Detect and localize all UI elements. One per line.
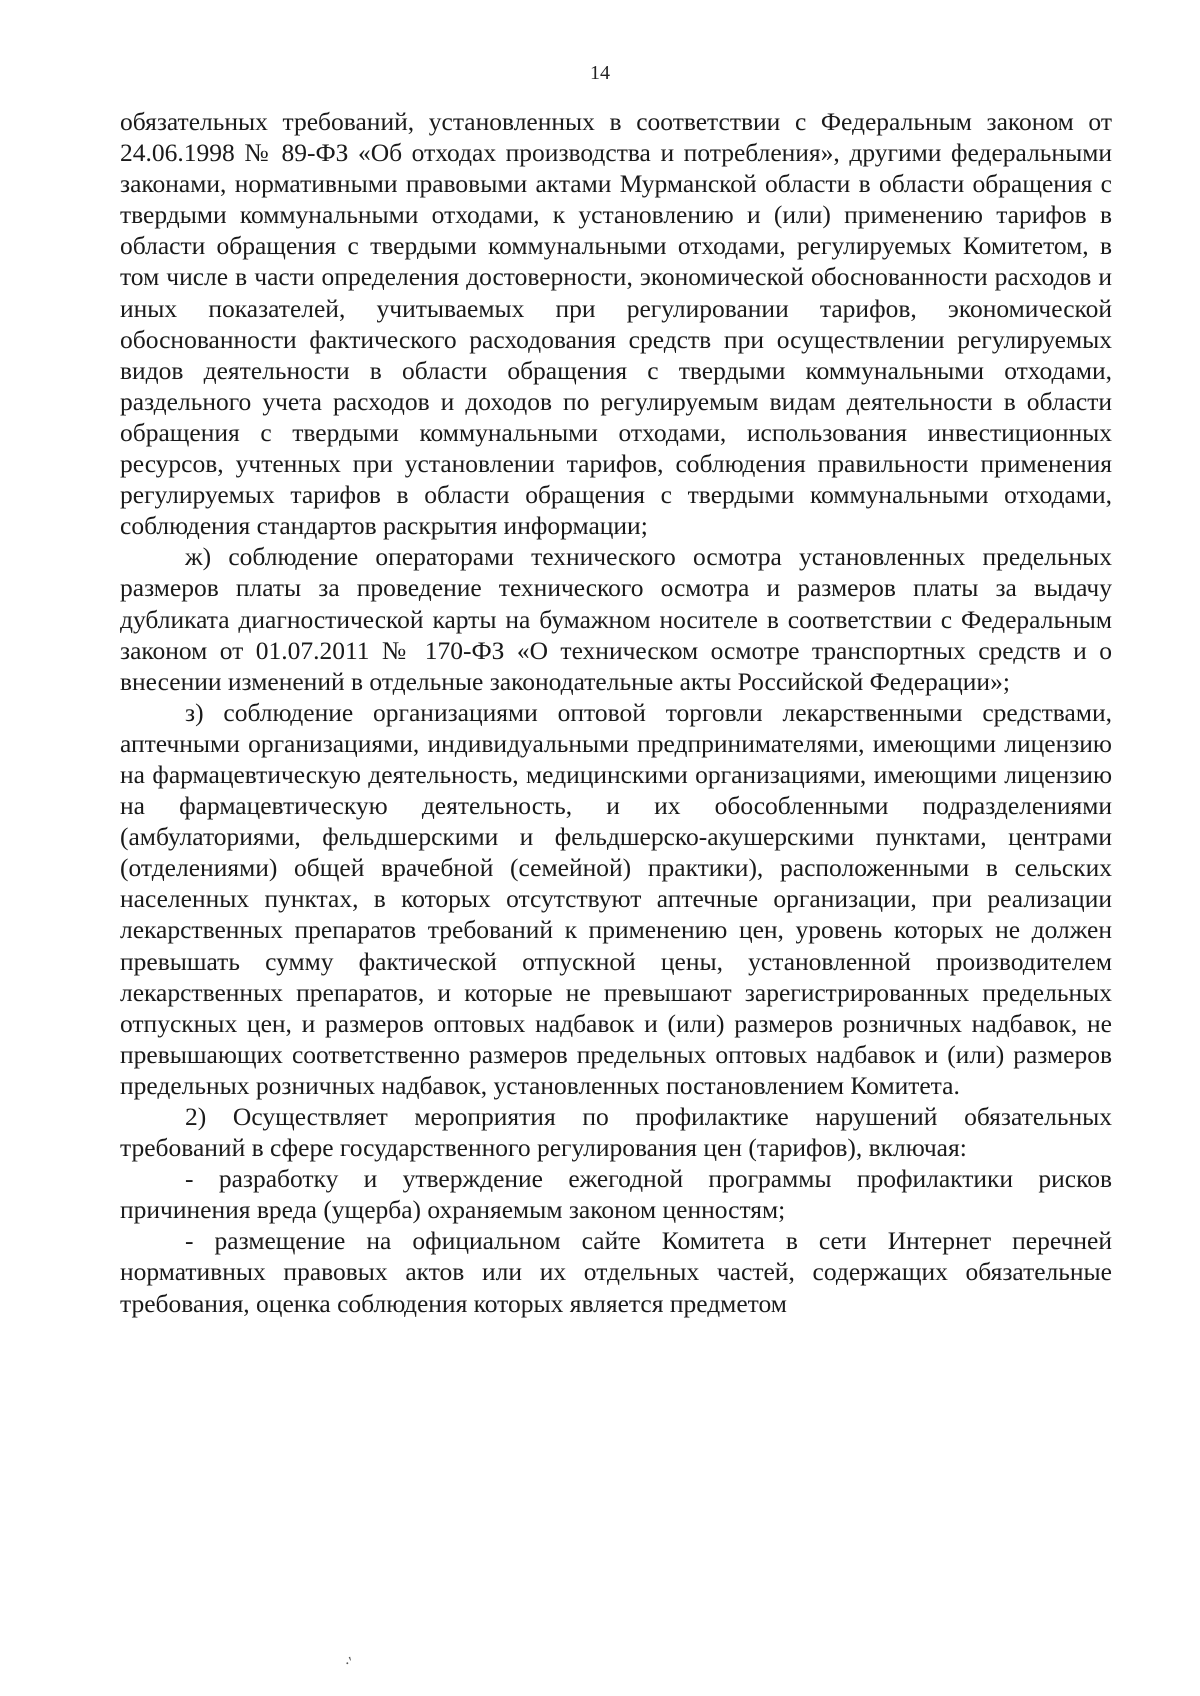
paragraph-bullet-website: - размещение на официальном сайте Комитета в сети Интернет перечней нормативных правовых актов или их отдельных частей, содержащих обязательные требования, оценка соблюдения которых является предметом xyxy=(120,1226,1112,1318)
paragraph-bullet-program: - разработку и утверждение ежегодной программы профилактики рисков причинения вреда (ущерба) охраняемым законом ценностям; xyxy=(120,1164,1112,1225)
paragraph-item-zh: ж) соблюдение операторами технического осмотра установленных предельных размеров платы за проведение технического осмотра и размеров платы за выдачу дубликата диагностической карты на бумажном носителе в соответствии с Федеральным законом от 01.07.2011 № 170-ФЗ «О техническом осмотре транспортных средств и о внесении изменений в отдельные законодательные акты Российской Федерации»; xyxy=(120,542,1112,696)
page-number: 14 xyxy=(590,62,610,84)
paragraph-item-2: 2) Осуществляет мероприятия по профилактике нарушений обязательных требований в сфере государственного регулирования цен (тарифов), включая: xyxy=(120,1102,1112,1163)
document-body xyxy=(120,106,1112,1319)
paragraph-continuation: обязательных требований, установленных в соответствии с Федеральным законом от 24.06.1998 № 89-ФЗ «Об отходах производства и потребления», другими федеральными законами, нормативными правовыми актами Мурманской области в области обращения с твердыми коммунальными отходами, к установлению и (или) применению тарифов в области обращения с твердыми коммунальными отходами, регулируемых Комитетом, в том числе в части определения достоверности, экономической обоснованности расходов и иных показателей, учитываемых при регулировании тарифов, экономической обоснованности фактического расходования средств при осуществлении регулируемых видов деятельности в области обращения с твердыми коммунальными отходами, раздельного учета расходов и доходов по регулируемым видам деятельности в области обращения с твердыми коммунальными отходами, использования инвестиционных ресурсов, учтенных при установлении тарифов, соблюдения правильности применения регулируемых тарифов в области обращения с твердыми коммунальными отходами, соблюдения стандартов раскрытия информации; xyxy=(120,107,1112,541)
scan-mark: ·' xyxy=(342,1654,356,1673)
paragraph-item-z: з) соблюдение организациями оптовой торговли лекарственными средствами, аптечными организациями, индивидуальными предпринимателями, имеющими лицензию на фармацевтическую деятельность, медицинскими организациями, имеющими лицензию на фармацевтическую деятельность, и их обособленными подразделениями (амбулаториями, фельдшерскими и фельдшерско-акушерскими пунктами, центрами (отделениями) общей врачебной (семейной) практики), расположенными в сельских населенных пунктах, в которых отсутствуют аптечные организации, при реализации лекарственных препаратов требований к применению цен, уровень которых не должен превышать сумму фактической отпускной цены, установленной производителем лекарственных препаратов, и которые не превышают зарегистрированных предельных отпускных цен, и размеров оптовых надбавок и (или) размеров розничных надбавок, не превышающих соответственно размеров предельных оптовых надбавок и (или) размеров предельных розничных надбавок, установленных постановлением Комитета. xyxy=(120,697,1112,1100)
